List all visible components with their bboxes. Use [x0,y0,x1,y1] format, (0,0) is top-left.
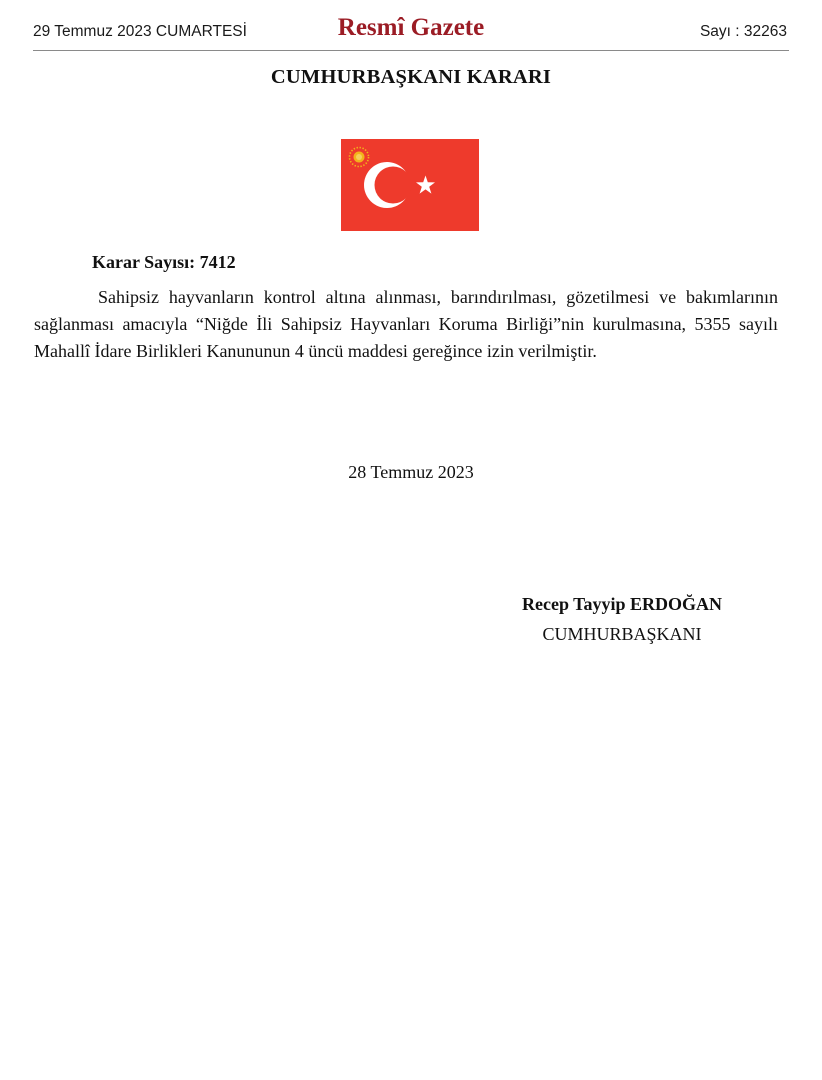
decision-date: 28 Temmuz 2023 [348,462,474,482]
turkish-flag-icon [341,139,479,231]
document-heading: CUMHURBAŞKANI KARARI [270,66,552,88]
issue-number: Sayı : 32263 [699,23,787,40]
issue-date: 29 Temmuz 2023 CUMARTESİ [33,23,247,40]
signatory-name: Recep Tayyip ERDOĞAN [521,594,723,614]
gazette-header [33,14,789,51]
decision-number: Karar Sayısı: 7412 [92,252,236,272]
decision-body-text: Sahipsiz hayvanların kontrol altına alınması, barındırılması, gözetilmesi ve bakımlarının sağlanması amacıyla “Niğde İli Sahipsiz Hayvanları Koruma Birliği”nin kurulmasına, 5355 sayılı Mahallî İdare Birlikleri Kanununun 4 üncü maddesi gereğince izin verilmiştir. [34,287,778,361]
signature-block [480,591,764,651]
gazette-title: Resmî Gazete [337,14,485,41]
signatory-title: CUMHURBAŞKANI [542,624,702,644]
